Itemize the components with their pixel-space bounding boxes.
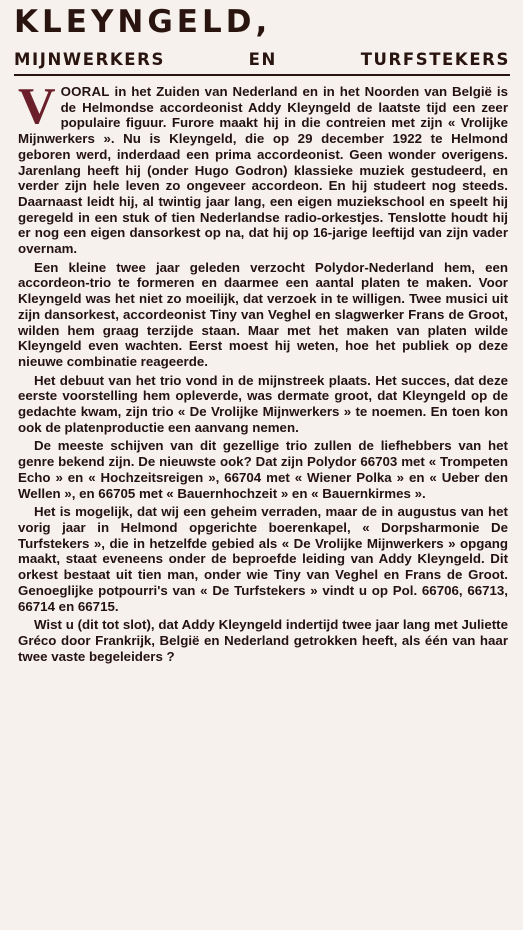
paragraph-3: Het debuut van het trio vond in de mijnstreek plaats. Het succes, dat deze eerste voorstelling hem opleverde, was dermate groot, dat Kleyngeld op de gedachte kwam, zijn trio « De Vrolijke Mijnwerkers » te noemen. En toen kon ook de platenproductie een aanvang nemen. [18, 372, 508, 435]
subtitle-word-3: TURFSTEKERS [360, 50, 510, 69]
paragraph-1-text: in het Zuiden van Nederland en in het Noorden van België is de Helmondse accordeonist Addy Kleyngeld de laatste tijd een zeer populaire figuur. Furore maakt hij in die contreien met zijn « Vrolijke Mijnwerkers ». Nu is Kleyngeld, die op 29 december 1922 te Helmond geboren werd, inderdaad een prima accordeonist. Geen wonder overigens. Jarenlang heeft hij (onder Hugo Godron) klassieke muziek gestudeerd, en verder zijn hele leven zo ongeveer accordeon. En hij studeert nog steeds. Daarnaast leidt hij, al twintig jaar lang, een eigen muziekschool en speelt hij geregeld in een stuk of tien Nederlandse radio-orkestjes. Tenslotte houdt hij er nog een eigen dansorkest op na, dat hij op 16-jarige leeftijd van zijn vader overnam. [18, 84, 508, 257]
paragraph-1 [18, 78, 508, 257]
subtitle-word-2: EN [248, 50, 277, 69]
paragraph-6: Wist u (dit tot slot), dat Addy Kleyngeld indertijd twee jaar lang met Juliette Gréco door Frankrijk, België en Nederland getrokken heeft, als één van haar twee vaste begeleiders ? [18, 617, 508, 664]
subtitle-word-1: MIJNWERKERS [14, 50, 165, 69]
article-title: KLEYNGELD, [14, 4, 272, 40]
article-subtitle [14, 50, 510, 69]
lead-word: OORAL [60, 84, 110, 99]
paragraph-4: De meeste schijven van dit gezellige trio zullen de liefhebbers van het genre bekend zijn. De nieuwste ook? Dat zijn Polydor 66703 met « Trompeten Echo » en « Hochzeitsreigen », 66704 met « Wiener Polka » en « Ueber den Wellen », en 66705 met « Bauernhochzeit » en « Bauernkirmes ». [18, 438, 508, 501]
paragraph-2: Een kleine twee jaar geleden verzocht Polydor-Nederland hem, een accordeon-trio te formeren en daarmee een aantal platen te maken. Voor Kleyngeld was het niet zo moeilijk, dat verzoek in te willigen. Twee musici uit zijn dansorkest, accordeonist Tiny van Veghel en slagwerker Frans de Groot, wilden hem graag terzijde staan. Maar met het maken van platen wilde Kleyngeld even wachten. Eerst moest hij weten, hoe het publiek op deze nieuwe combinatie reageerde. [18, 259, 508, 369]
paragraph-5: Het is mogelijk, dat wij een geheim verraden, maar de in augustus van het vorig jaar in Helmond opgerichte boerenkapel, « Dorpsharmonie De Turfstekers », die in hetzelfde gebied als « De Vrolijke Mijnwerkers » opgang maakt, staat eveneens onder de beproefde leiding van Addy Kleyngeld. Dit orkest bestaat uit tien man, onder wie Tiny van Veghel en Frans de Groot. Genoeglijke potpourri's van « De Turfstekers » vindt u op Pol. 66706, 66713, 66714 en 66715. [18, 504, 508, 614]
drop-cap: V [18, 78, 56, 135]
article-body [18, 78, 508, 667]
title-divider [14, 74, 510, 76]
